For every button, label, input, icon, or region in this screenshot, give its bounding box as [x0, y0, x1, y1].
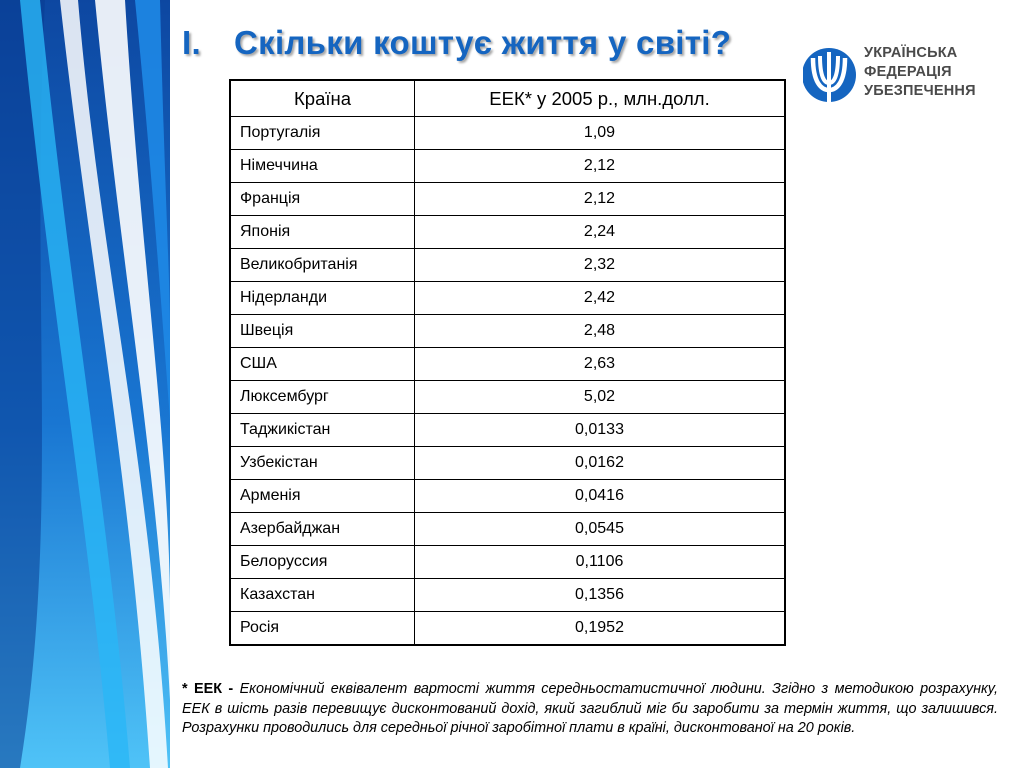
country-cell: США — [230, 348, 415, 381]
table-row — [230, 348, 785, 381]
table-row — [230, 117, 785, 150]
trident-emblem-icon — [803, 48, 856, 102]
table-row — [230, 315, 785, 348]
footnote-lead: * ЕЕК - — [182, 681, 234, 697]
table-row — [230, 513, 785, 546]
table-row — [230, 150, 785, 183]
country-cell: Белоруссия — [230, 546, 415, 579]
value-cell: 0,0133 — [415, 414, 786, 447]
table-row — [230, 381, 785, 414]
logo-line-2: ФЕДЕРАЦІЯ — [864, 64, 952, 80]
country-cell: Португалія — [230, 117, 415, 150]
country-cell: Узбекістан — [230, 447, 415, 480]
table-row — [230, 216, 785, 249]
country-cell: Нідерланди — [230, 282, 415, 315]
value-cell: 1,09 — [415, 117, 786, 150]
country-cell: Арменія — [230, 480, 415, 513]
table-row — [230, 612, 785, 646]
table-row — [230, 414, 785, 447]
country-cell: Азербайджан — [230, 513, 415, 546]
value-cell: 2,12 — [415, 183, 786, 216]
table-row — [230, 579, 785, 612]
table-row — [230, 546, 785, 579]
eek-table — [229, 79, 786, 646]
header-eek: ЕЕК* у 2005 р., млн.долл. — [415, 80, 786, 117]
table-row — [230, 282, 785, 315]
value-cell: 2,48 — [415, 315, 786, 348]
slide-title — [182, 24, 731, 62]
country-cell: Казахстан — [230, 579, 415, 612]
value-cell: 0,0545 — [415, 513, 786, 546]
table-row — [230, 447, 785, 480]
table-row — [230, 249, 785, 282]
value-cell: 2,42 — [415, 282, 786, 315]
value-cell: 0,0416 — [415, 480, 786, 513]
header-country: Країна — [230, 80, 415, 117]
decorative-curves — [0, 0, 170, 768]
value-cell: 2,24 — [415, 216, 786, 249]
value-cell: 2,32 — [415, 249, 786, 282]
country-cell: Франція — [230, 183, 415, 216]
logo-line-1: УКРАЇНСЬКА — [864, 45, 958, 61]
footnote — [182, 680, 998, 739]
country-cell: Таджикістан — [230, 414, 415, 447]
value-cell: 2,63 — [415, 348, 786, 381]
value-cell: 0,1952 — [415, 612, 786, 646]
value-cell: 5,02 — [415, 381, 786, 414]
title-number: I. — [182, 24, 201, 61]
value-cell: 0,0162 — [415, 447, 786, 480]
country-cell: Люксембург — [230, 381, 415, 414]
table-header-row — [230, 80, 785, 117]
logo-line-3: УБЕЗПЕЧЕННЯ — [864, 83, 976, 99]
value-cell: 0,1106 — [415, 546, 786, 579]
value-cell: 0,1356 — [415, 579, 786, 612]
title-text: Скільки коштує життя у світі? — [234, 24, 732, 61]
country-cell: Великобританія — [230, 249, 415, 282]
country-cell: Японія — [230, 216, 415, 249]
value-cell: 2,12 — [415, 150, 786, 183]
logo-text — [864, 44, 976, 101]
country-cell: Німеччина — [230, 150, 415, 183]
table-row — [230, 183, 785, 216]
country-cell: Швеція — [230, 315, 415, 348]
table-row — [230, 480, 785, 513]
country-cell: Росія — [230, 612, 415, 646]
footnote-text: Економічний еквівалент вартості життя середньостатистичної людини. Згідно з методикою розрахунку, ЕЕК в шість разів перевищує дисконтований дохід, який загиблий міг би заробити за термін життя, що залишився. Розрахунки проводились для середньої річної заробітної плати в країні, дисконтованої на 20 років. — [182, 681, 999, 736]
